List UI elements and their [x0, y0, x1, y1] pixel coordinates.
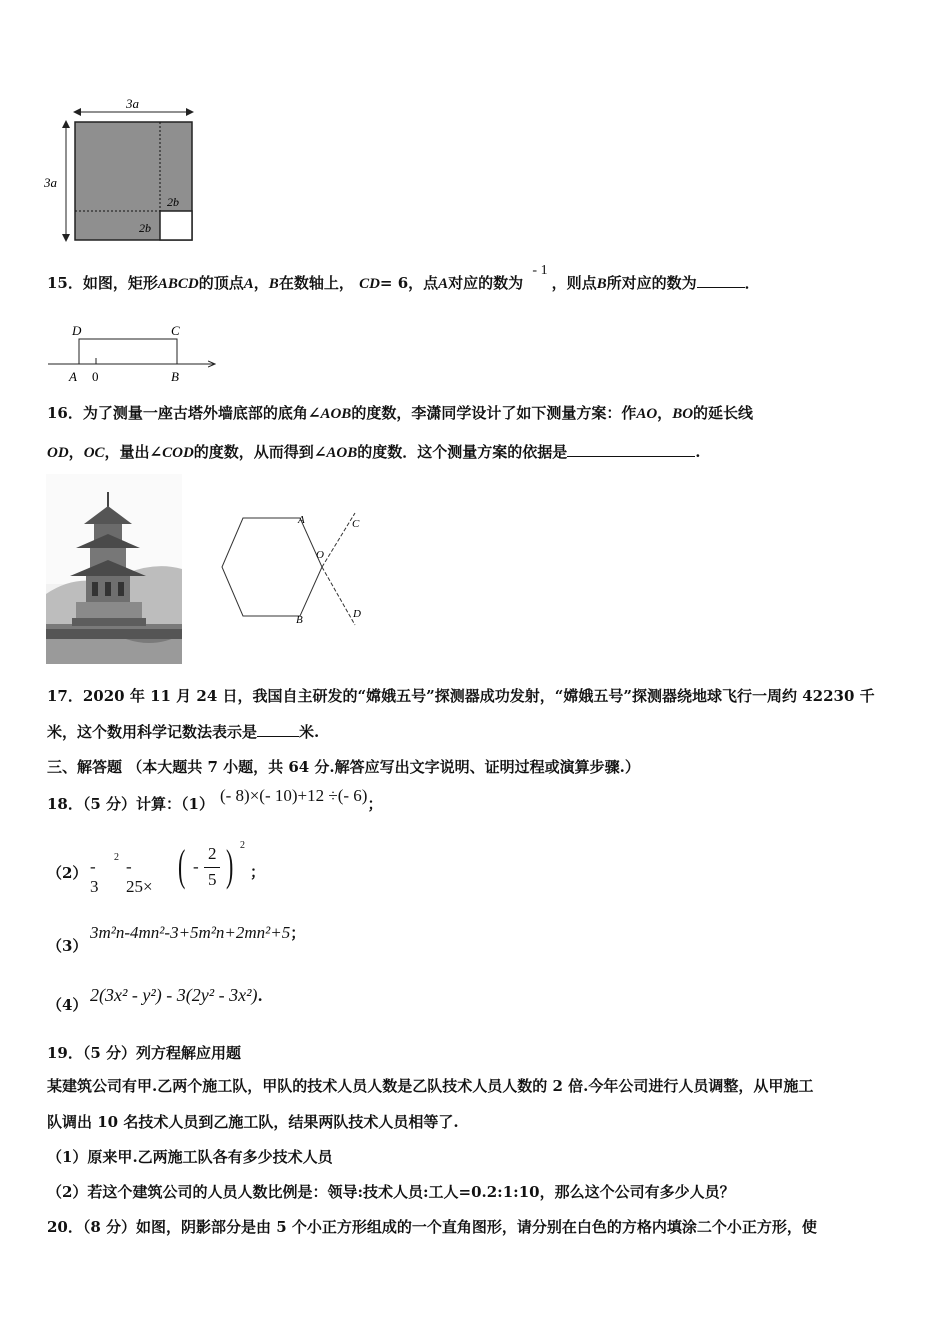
hex-label-D: D [353, 608, 361, 620]
label-B: B [171, 369, 179, 384]
q20-line1: 20．（8 分）如图，阴影部分是由 5 个小正方形组成的一个直角图形，请分别在白色的方格内填涂二个小正方形，使 [47, 1218, 817, 1236]
label-C: C [171, 323, 180, 338]
q19-sub2: （2）若这个建筑公司的人员人数比例是：领导:技术人员:工人=0.2:1:10，那么这个公司有多少人员？ [47, 1183, 735, 1201]
q15-answer-blank[interactable] [697, 273, 745, 288]
label-zero: 0 [92, 369, 99, 384]
number-line-figure [45, 320, 225, 385]
hex-label-A: A [298, 514, 305, 526]
q19-sub1: （1）原来甲.乙两施工队各有多少技术人员 [47, 1148, 333, 1166]
q18-expr3: 3m²n-4mn²-3+5m²n+2mn²+5； [90, 923, 306, 942]
square-area-figure [40, 95, 205, 250]
q18-expr1: (- 8)×(- 10)+12 ÷(- 6) [219, 786, 368, 805]
q17-line1: 17．2020 年 11 月 24 日，我国自主研发的“嫦娥五号”探测器成功发射，“嫦娥五号”探测器绕地球飞行一周约 42230 千 [47, 687, 875, 705]
q16-answer-blank[interactable] [567, 442, 695, 457]
q17-answer-blank[interactable] [257, 722, 299, 737]
q18-part1: 18．（5 分）计算：（1） (- 8)×(- 10)+12 ÷(- 6)； [47, 786, 383, 813]
q19-body1: 某建筑公司有甲.乙两个施工队，甲队的技术人员人数是乙队技术人员人数的 2 倍.今年公司进行人员调整，从甲施工 [47, 1077, 814, 1095]
fig14-small-top: 2b [167, 195, 179, 209]
q15-text: 15．如图，矩形ABCD的顶点A，B在数轴上， CD= 6，点A对应的数为 - 1，则点B所对应的数为 ． [47, 263, 760, 292]
label-A: A [69, 369, 77, 384]
q19-body2: 队调出 10 名技术人员到乙施工队，结果两队技术人员相等了. [47, 1113, 459, 1131]
section-3-heading: 三、解答题 （本大题共 7 小题，共 64 分.解答应写出文字说明、证明过程或演算步骤.） [47, 758, 640, 776]
q18-part3-label: （3） [47, 937, 88, 955]
q18-part2-label: （2） [47, 864, 88, 882]
hexagon-figure [215, 505, 375, 635]
q17-line2: 米，这个数用科学记数法表示是 米. [47, 723, 320, 741]
q19-head: 19．（5 分）列方程解应用题 [47, 1044, 242, 1062]
pagoda-photo [46, 474, 182, 664]
hex-label-B: B [296, 614, 303, 626]
q16-line2: OD，OC，量出∠COD的度数，从而得到∠AOB的度数．这个测量方案的依据是 . [47, 443, 701, 461]
q18-part4-label: （4） [47, 996, 88, 1014]
q15-neg-one: - 1 [532, 263, 548, 278]
fig14-left-label: 3a [44, 175, 57, 190]
hex-label-O: O [316, 549, 324, 561]
fig14-top-label: 3a [126, 96, 139, 111]
q16-line1: 16．为了测量一座古塔外墙底部的底角∠AOB的度数，李潇同学设计了如下测量方案：作AO，BO的延长线 [47, 404, 754, 422]
fig14-small-left: 2b [139, 221, 151, 235]
hex-label-C: C [352, 518, 360, 530]
label-D: D [72, 323, 82, 338]
q18-expr4: 2(3x² - y²) - 3(2y² - 3x²). [90, 985, 263, 1005]
